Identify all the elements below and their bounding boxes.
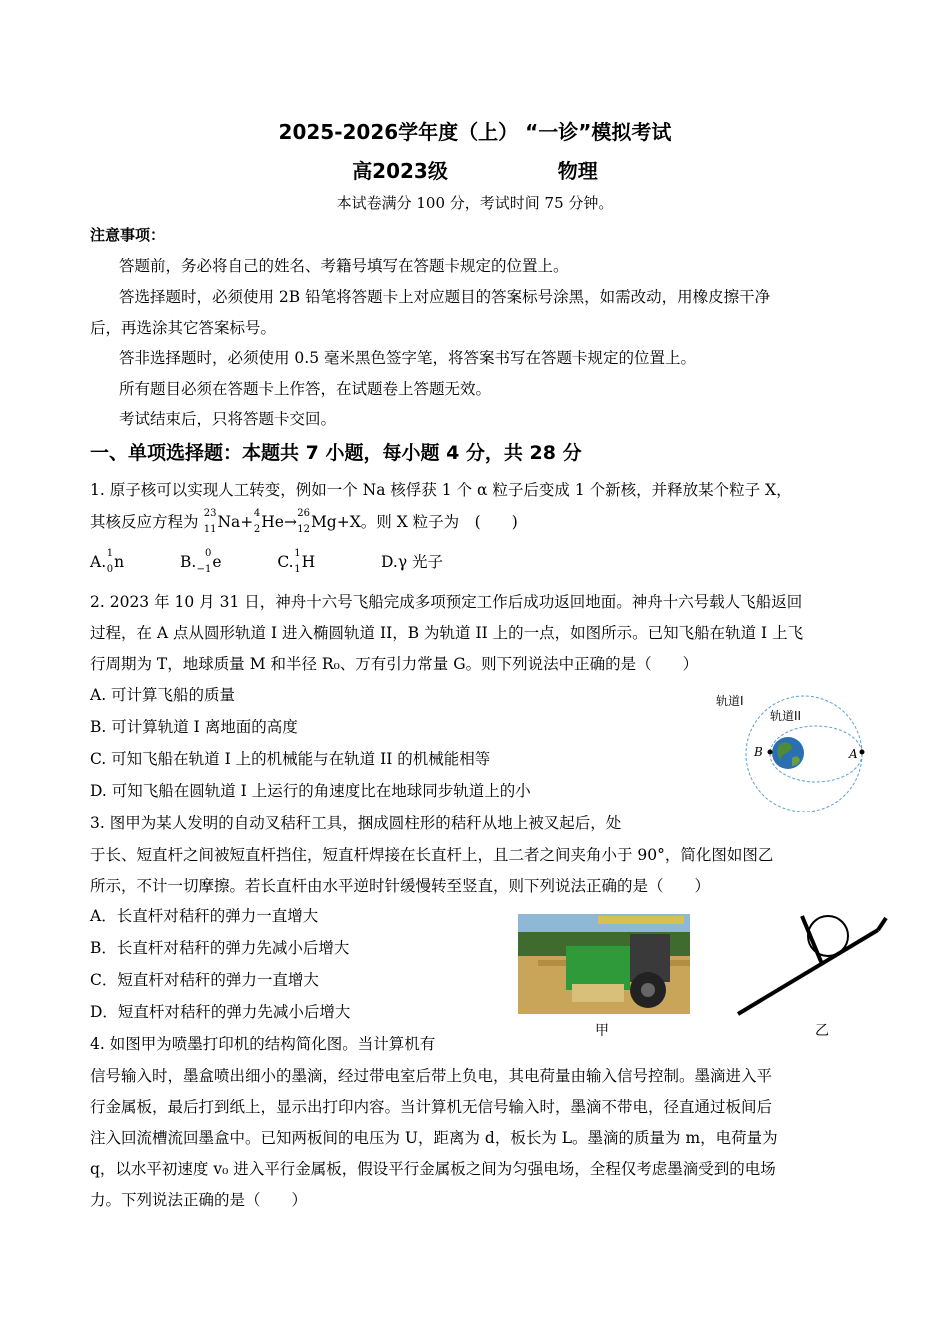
notice-item: 答题前，务必将自己的姓名、考籍号填写在答题卡规定的位置上。 [119, 257, 569, 275]
orbit-1-label: 轨道I [716, 694, 744, 708]
q2-stem-line: 过程，在 A 点从圆形轨道 I 进入椭圆轨道 II，B 为轨道 II 上的一点，如图所示。已知飞船在轨道 I 上飞 [90, 624, 804, 642]
q2-option-a: A. 可计算飞船的质量 [90, 686, 236, 704]
point-a-dot [860, 750, 865, 755]
q2-option-c: C. 可知飞船在轨道 I 上的机械能与在轨道 II 的机械能相等 [90, 750, 491, 768]
long-rod [738, 930, 878, 1014]
q1-option-b: B. 0 −1 e [179, 548, 222, 575]
q3-option-b: B．长直杆对秸秆的弹力先减小后增大 [90, 939, 350, 957]
subject-label: 物理 [557, 159, 598, 183]
q2-stem-line: 行周期为 T，地球质量 M 和半径 R₀、万有引力常量 G。则下列说法中正确的是（ ） [90, 655, 699, 673]
figure-caption-yi: 乙 [815, 1023, 829, 1039]
q1-option-a: A. 1 0 n [90, 548, 125, 575]
q4-stem-line: 4. 如图甲为喷墨打印机的结构简化图。当计算机有 [90, 1035, 436, 1053]
point-b-dot [768, 750, 773, 755]
notice-item: 所有题目必须在答题卡上作答，在试题卷上答题无效。 [119, 380, 492, 398]
orbit-diagram [716, 688, 872, 812]
q4-stem-line: q，以水平初速度 v₀ 进入平行金属板，假设平行金属板之间为匀强电场，全程仅考虑墨滴受到的电场 [90, 1160, 776, 1178]
orbit-diagram-svg [716, 688, 872, 812]
q1-equation-prefix: 其核反应方程为 [90, 513, 199, 531]
section-heading: 一、单项选择题：本题共 7 小题，每小题 4 分，共 28 分 [90, 442, 582, 464]
notice-item: 考试结束后，只将答题卡交回。 [119, 410, 337, 428]
q3-stem-line: 于长、短直杆之间被短直杆挡住，短直杆焊接在长直杆上，且二者之间夹角小于 90°，简化图如图乙 [90, 846, 774, 864]
rod-diagram [730, 910, 890, 1018]
exam-title: 2025-2026学年度（上） “一诊”模拟考试 [278, 120, 672, 144]
q2-option-b: B. 可计算轨道 I 离地面的高度 [90, 718, 298, 736]
q4-stem-line: 信号输入时，墨盒喷出细小的墨滴，经过带电室后带上负电，其电荷量由输入信号控制。墨滴进入平 [90, 1067, 773, 1085]
q1-options [90, 548, 444, 575]
notice-item: 后，再选涂其它答案标号。 [90, 319, 277, 337]
q4-stem-line: 行金属板，最后打到纸上，显示出打印内容。当计算机无信号输入时，墨滴不带电，径直通过板间后 [90, 1098, 773, 1116]
q1-option-c: C. 1 1 H [277, 548, 316, 575]
straw-bale-circle [808, 916, 848, 956]
q3-option-c: C．短直杆对秸秆的弹力一直增大 [90, 971, 319, 989]
orbit-2-label: 轨道II [770, 709, 802, 723]
q1-equation-line [90, 508, 518, 535]
point-a-label: A [849, 747, 858, 761]
q1-equation-suffix: 。则 X 粒子为 ( ) [360, 513, 518, 531]
point-b-label: B [754, 745, 763, 759]
exam-subtitle: 本试卷满分 100 分，考试时间 75 分钟。 [336, 194, 614, 212]
orbit-1-circle [746, 696, 862, 812]
grade-label: 高2023级 [352, 159, 448, 183]
q1-stem-line: 1. 原子核可以实现人工转变，例如一个 Na 核俘获 1 个 α 粒子后变成 1 个新核，并释放某个粒子 X， [90, 481, 792, 499]
grade-subject-line [0, 155, 950, 184]
q2-option-d: D. 可知飞船在圆轨道 I 上运行的角速度比在地球同步轨道上的小 [90, 782, 531, 800]
q1-option-d: D.γ 光子 [381, 553, 444, 571]
earth-icon [772, 737, 804, 769]
tractor-photo [518, 914, 690, 1014]
figure-caption-jia: 甲 [595, 1023, 609, 1039]
q1-equation: 23 11 Na+ 4 2 He→ 26 12 Mg+X [203, 508, 361, 535]
q3-stem-line: 所示，不计一切摩擦。若长直杆由水平逆时针缓慢转至竖直，则下列说法正确的是（ ） [90, 877, 711, 895]
q2-stem-line: 2. 2023 年 10 月 31 日，神舟十六号飞船完成多项预定工作后成功返回地面。神舟十六号载人飞船返回 [90, 593, 803, 611]
notice-heading: 注意事项： [90, 226, 166, 244]
q4-stem-line: 注入回流槽流回墨盒中。已知两板间的电压为 U，距离为 d，板长为 L。墨滴的质量为 m，电荷量为 [90, 1129, 778, 1147]
notice-item: 答选择题时，必须使用 2B 铅笔将答题卡上对应题目的答案标号涂黑，如需改动，用橡皮擦干净 [119, 288, 771, 306]
q4-stem-line: 力。下列说法正确的是（ ） [90, 1191, 308, 1209]
q3-stem-line: 3. 图甲为某人发明的自动叉秸秆工具，捆成圆柱形的秸秆从地上被叉起后，处 [90, 814, 622, 832]
notice-item: 答非选择题时，必须使用 0.5 毫米黑色签字笔，将答案书写在答题卡规定的位置上。 [119, 349, 697, 367]
q3-option-a: A．长直杆对秸秆的弹力一直增大 [90, 907, 319, 925]
q3-option-d: D．短直杆对秸秆的弹力先减小后增大 [90, 1003, 351, 1021]
